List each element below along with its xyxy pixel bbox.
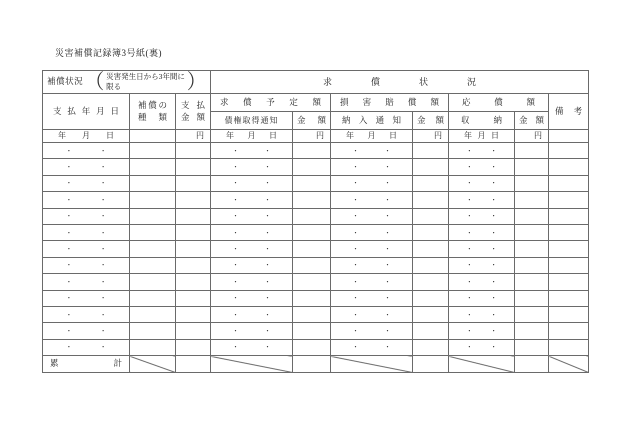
date-dots: ・ ・	[465, 310, 498, 319]
received-amount-cell	[515, 306, 549, 322]
col-header-damages-amount: 金 額	[413, 112, 449, 130]
remarks-cell	[549, 323, 589, 339]
receipt-date-cell	[449, 159, 515, 175]
total-claim-date-slash	[211, 356, 293, 373]
damages-amount-cell	[413, 159, 449, 175]
delivery-notice-date-cell	[331, 192, 413, 208]
total-label-cell: 累 計	[43, 356, 130, 373]
remarks-cell	[549, 159, 589, 175]
type-cell	[130, 159, 176, 175]
remarks-cell	[549, 290, 589, 306]
date-dots: ・ ・	[65, 195, 107, 204]
unit-damages-yen: 円	[413, 130, 449, 143]
damages-amount-cell	[413, 306, 449, 322]
unit-type-blank	[130, 130, 176, 143]
damages-amount-cell	[413, 323, 449, 339]
payment-amount-cell	[176, 323, 211, 339]
claim-notice-date-cell	[211, 274, 293, 290]
date-dots: ・ ・	[65, 146, 107, 155]
payment-date-cell	[43, 175, 130, 191]
delivery-notice-date-cell	[331, 224, 413, 240]
col-header-delivery-notice: 納 入 通 知	[331, 112, 413, 130]
unit-received-yen: 円	[515, 130, 549, 143]
receipt-date-cell	[449, 323, 515, 339]
unit-remarks-blank	[549, 130, 589, 143]
remarks-cell	[549, 208, 589, 224]
payment-date-cell	[43, 306, 130, 322]
claim-notice-date-cell	[211, 290, 293, 306]
compensation-status-label: 補償状況	[47, 76, 84, 87]
type-cell	[130, 241, 176, 257]
damages-amount-cell	[413, 224, 449, 240]
delivery-notice-date-cell	[331, 175, 413, 191]
payment-date-cell	[43, 339, 130, 355]
date-dots: ・ ・	[65, 245, 107, 254]
group-header-damages: 損 害 賠 償 額	[331, 94, 449, 112]
delivery-notice-date-cell	[331, 323, 413, 339]
type-cell	[130, 208, 176, 224]
claim-notice-date-cell	[211, 159, 293, 175]
damages-amount-cell	[413, 274, 449, 290]
date-dots: ・ ・	[465, 245, 498, 254]
header-row-2	[43, 94, 589, 112]
received-amount-cell	[515, 339, 549, 355]
receipt-date-cell	[449, 274, 515, 290]
total-damages-amount	[413, 356, 449, 373]
total-receipt-date-slash	[449, 356, 515, 373]
record-row	[43, 290, 589, 306]
delivery-notice-date-cell	[331, 159, 413, 175]
date-dots: ・ ・	[465, 277, 498, 286]
date-dots: ・ ・	[465, 195, 498, 204]
date-dots: ・ ・	[352, 261, 391, 270]
group-header-planned-claim: 求 償 予 定 額	[211, 94, 331, 112]
receipt-date-cell	[449, 241, 515, 257]
date-dots: ・ ・	[352, 163, 391, 172]
claim-amount-cell	[293, 241, 331, 257]
delivery-notice-date-cell	[331, 290, 413, 306]
date-dots: ・ ・	[232, 228, 271, 237]
compensation-record-table	[42, 70, 589, 373]
total-remarks-slash	[549, 356, 589, 373]
receipt-date-cell	[449, 192, 515, 208]
date-dots: ・ ・	[65, 277, 107, 286]
delivery-notice-date-cell	[331, 241, 413, 257]
date-dots: ・ ・	[352, 326, 391, 335]
remarks-cell	[549, 192, 589, 208]
claim-notice-date-cell	[211, 306, 293, 322]
payment-date-cell	[43, 224, 130, 240]
date-dots: ・ ・	[65, 294, 107, 303]
delivery-notice-date-cell	[331, 274, 413, 290]
col-header-payment-date: 支 払 年 月 日	[43, 94, 130, 130]
total-row	[43, 356, 589, 373]
date-dots: ・ ・	[352, 195, 391, 204]
date-dots: ・ ・	[352, 245, 391, 254]
payment-date-cell	[43, 143, 130, 159]
receipt-date-cell	[449, 143, 515, 159]
claim-amount-cell	[293, 274, 331, 290]
record-row	[43, 274, 589, 290]
delivery-notice-date-cell	[331, 339, 413, 355]
record-row	[43, 192, 589, 208]
unit-receipt-date: 年 月 日	[449, 130, 515, 143]
record-row	[43, 241, 589, 257]
record-row	[43, 323, 589, 339]
type-cell	[130, 339, 176, 355]
type-cell	[130, 175, 176, 191]
claim-notice-date-cell	[211, 339, 293, 355]
payment-date-cell	[43, 323, 130, 339]
col-header-payment-amount: 支 払 金 額	[176, 94, 211, 130]
date-dots: ・ ・	[65, 261, 107, 270]
payment-amount-cell	[176, 339, 211, 355]
total-claim-amount	[293, 356, 331, 373]
date-dots: ・ ・	[65, 343, 107, 352]
col-header-receipt: 収 納	[449, 112, 515, 130]
received-amount-cell	[515, 192, 549, 208]
record-row	[43, 306, 589, 322]
receipt-date-cell	[449, 339, 515, 355]
type-cell	[130, 290, 176, 306]
delivery-notice-date-cell	[331, 257, 413, 273]
type-cell	[130, 274, 176, 290]
date-dots: ・ ・	[352, 212, 391, 221]
unit-claim-date: 年 月 日	[211, 130, 293, 143]
compensation-status-note: 災害発生日から3年間に 限る	[106, 72, 185, 91]
received-amount-cell	[515, 241, 549, 257]
payment-amount-cell	[176, 274, 211, 290]
record-row	[43, 143, 589, 159]
claim-amount-cell	[293, 323, 331, 339]
date-dots: ・ ・	[465, 163, 498, 172]
record-row	[43, 257, 589, 273]
delivery-notice-date-cell	[331, 143, 413, 159]
damages-amount-cell	[413, 175, 449, 191]
date-dots: ・ ・	[232, 343, 271, 352]
header-row-1	[43, 71, 589, 94]
date-dots: ・ ・	[232, 326, 271, 335]
claim-notice-date-cell	[211, 224, 293, 240]
unit-delivery-date: 年 月 日	[331, 130, 413, 143]
compensation-status-header	[43, 71, 211, 94]
date-dots: ・ ・	[65, 179, 107, 188]
date-dots: ・ ・	[465, 294, 498, 303]
payment-date-cell	[43, 290, 130, 306]
delivery-notice-date-cell	[331, 208, 413, 224]
damages-amount-cell	[413, 192, 449, 208]
record-row	[43, 339, 589, 355]
damages-amount-cell	[413, 241, 449, 257]
damages-amount-cell	[413, 143, 449, 159]
date-dots: ・ ・	[352, 146, 391, 155]
claim-amount-cell	[293, 290, 331, 306]
col-header-claim-notice: 債権取得通知	[211, 112, 293, 130]
type-cell	[130, 323, 176, 339]
date-dots: ・ ・	[465, 261, 498, 270]
remarks-cell	[549, 339, 589, 355]
claim-amount-cell	[293, 159, 331, 175]
damages-amount-cell	[413, 290, 449, 306]
record-row	[43, 224, 589, 240]
col-header-compensation-type: 補 償 の 種 類	[130, 94, 176, 130]
total-received-amount	[515, 356, 549, 373]
claim-notice-date-cell	[211, 241, 293, 257]
total-delivery-date-slash	[331, 356, 413, 373]
payment-date-cell	[43, 274, 130, 290]
receipt-date-cell	[449, 257, 515, 273]
date-dots: ・ ・	[232, 163, 271, 172]
payment-date-cell	[43, 208, 130, 224]
claim-amount-cell	[293, 192, 331, 208]
total-payment-amount	[176, 356, 211, 373]
close-paren: ）	[186, 70, 206, 94]
claim-amount-cell	[293, 224, 331, 240]
total-type-slash	[130, 356, 176, 373]
receipt-date-cell	[449, 224, 515, 240]
type-cell	[130, 192, 176, 208]
type-cell	[130, 306, 176, 322]
claim-notice-date-cell	[211, 208, 293, 224]
payment-date-cell	[43, 192, 130, 208]
date-dots: ・ ・	[232, 212, 271, 221]
remarks-cell	[549, 175, 589, 191]
payment-date-cell	[43, 257, 130, 273]
damages-amount-cell	[413, 257, 449, 273]
received-amount-cell	[515, 208, 549, 224]
date-dots: ・ ・	[465, 179, 498, 188]
remarks-cell	[549, 257, 589, 273]
receipt-date-cell	[449, 208, 515, 224]
claim-notice-date-cell	[211, 192, 293, 208]
record-rows	[43, 143, 589, 356]
type-cell	[130, 224, 176, 240]
date-dots: ・ ・	[232, 146, 271, 155]
date-dots: ・ ・	[465, 228, 498, 237]
remarks-cell	[549, 306, 589, 322]
date-dots: ・ ・	[352, 294, 391, 303]
col-header-claim-amount: 金 額	[293, 112, 331, 130]
record-row	[43, 175, 589, 191]
payment-date-cell	[43, 241, 130, 257]
date-dots: ・ ・	[465, 146, 498, 155]
received-amount-cell	[515, 323, 549, 339]
date-dots: ・ ・	[232, 245, 271, 254]
payment-date-cell	[43, 159, 130, 175]
received-amount-cell	[515, 290, 549, 306]
received-amount-cell	[515, 257, 549, 273]
date-dots: ・ ・	[352, 179, 391, 188]
payment-amount-cell	[176, 159, 211, 175]
date-dots: ・ ・	[232, 179, 271, 188]
date-dots: ・ ・	[352, 228, 391, 237]
record-row	[43, 208, 589, 224]
payment-amount-cell	[176, 175, 211, 191]
received-amount-cell	[515, 159, 549, 175]
payment-amount-cell	[176, 241, 211, 257]
payment-amount-cell	[176, 192, 211, 208]
record-row	[43, 159, 589, 175]
claim-notice-date-cell	[211, 257, 293, 273]
date-dots: ・ ・	[232, 294, 271, 303]
payment-amount-cell	[176, 290, 211, 306]
claim-notice-date-cell	[211, 143, 293, 159]
date-dots: ・ ・	[65, 228, 107, 237]
remarks-cell	[549, 143, 589, 159]
receipt-date-cell	[449, 290, 515, 306]
received-amount-cell	[515, 175, 549, 191]
payment-amount-cell	[176, 143, 211, 159]
date-dots: ・ ・	[232, 310, 271, 319]
remarks-cell	[549, 241, 589, 257]
date-dots: ・ ・	[465, 326, 498, 335]
unit-payment-date: 年 月 日	[43, 130, 130, 143]
unit-payment-yen: 円	[176, 130, 211, 143]
group-header-received: 応 償 額	[449, 94, 549, 112]
open-paren: （	[85, 70, 105, 94]
claim-status-header: 求 償 状 況	[211, 71, 589, 94]
date-dots: ・ ・	[465, 212, 498, 221]
date-dots: ・ ・	[232, 195, 271, 204]
payment-amount-cell	[176, 224, 211, 240]
delivery-notice-date-cell	[331, 306, 413, 322]
form-title: 災害補償記録簿3号紙(裏)	[55, 48, 162, 58]
damages-amount-cell	[413, 339, 449, 355]
claim-notice-date-cell	[211, 175, 293, 191]
claim-amount-cell	[293, 208, 331, 224]
col-header-received-amount: 金 額	[515, 112, 549, 130]
claim-amount-cell	[293, 143, 331, 159]
received-amount-cell	[515, 274, 549, 290]
date-dots: ・ ・	[232, 277, 271, 286]
type-cell	[130, 257, 176, 273]
date-dots: ・ ・	[65, 326, 107, 335]
claim-amount-cell	[293, 306, 331, 322]
date-dots: ・ ・	[65, 310, 107, 319]
unit-claim-yen: 円	[293, 130, 331, 143]
remarks-cell	[549, 274, 589, 290]
remarks-cell	[549, 224, 589, 240]
col-header-remarks: 備 考	[549, 94, 589, 130]
date-dots: ・ ・	[352, 277, 391, 286]
date-dots: ・ ・	[352, 310, 391, 319]
payment-amount-cell	[176, 208, 211, 224]
date-dots: ・ ・	[232, 261, 271, 270]
received-amount-cell	[515, 143, 549, 159]
claim-notice-date-cell	[211, 323, 293, 339]
claim-amount-cell	[293, 257, 331, 273]
type-cell	[130, 143, 176, 159]
payment-amount-cell	[176, 257, 211, 273]
receipt-date-cell	[449, 306, 515, 322]
payment-amount-cell	[176, 306, 211, 322]
received-amount-cell	[515, 224, 549, 240]
claim-amount-cell	[293, 175, 331, 191]
claim-amount-cell	[293, 339, 331, 355]
date-dots: ・ ・	[352, 343, 391, 352]
units-row	[43, 130, 589, 143]
receipt-date-cell	[449, 175, 515, 191]
damages-amount-cell	[413, 208, 449, 224]
date-dots: ・ ・	[465, 343, 498, 352]
date-dots: ・ ・	[65, 212, 107, 221]
date-dots: ・ ・	[65, 163, 107, 172]
